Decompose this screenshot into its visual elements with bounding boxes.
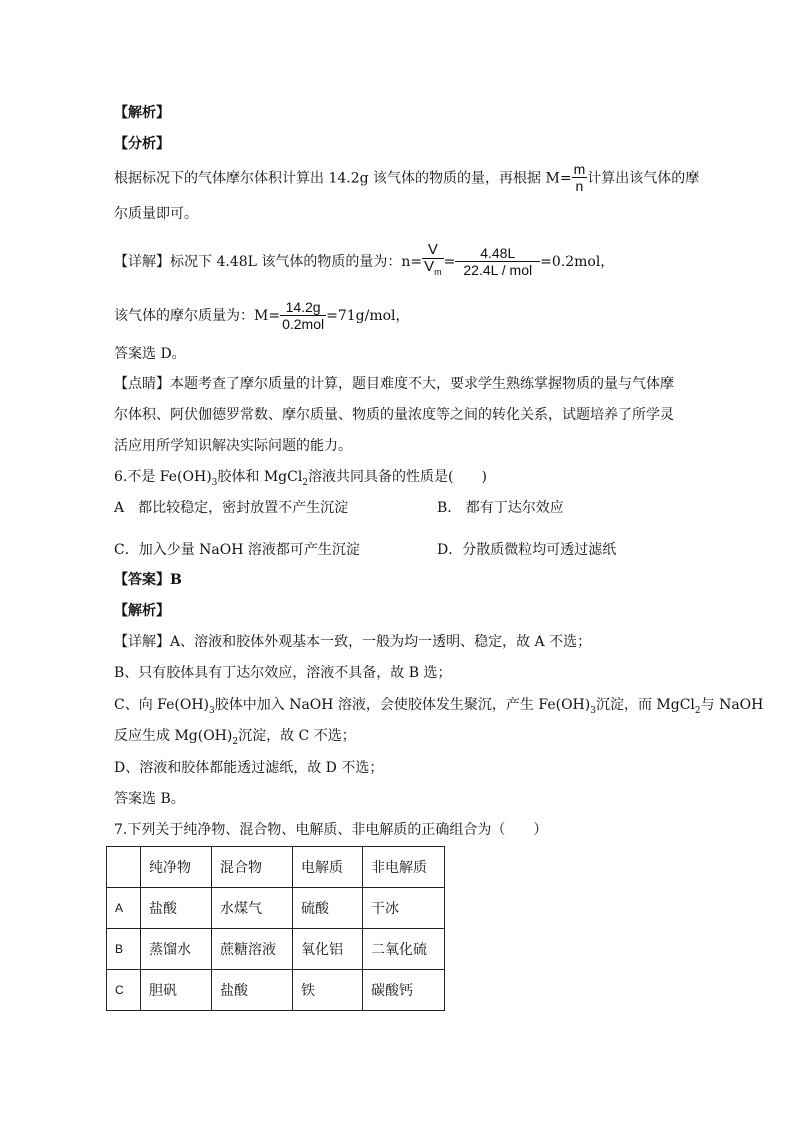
dianjing-line-3: 活应用所学知识解决实际问题的能力。 — [114, 438, 352, 454]
vm-base: V — [424, 258, 435, 275]
table-cell: 二氧化硫 — [363, 929, 445, 970]
q6-l3-a: C、向 Fe(OH) — [114, 697, 210, 713]
table-cell: 胆矾 — [141, 970, 212, 1011]
fenxi-text-b: 计算出该气体的摩 — [587, 170, 700, 187]
molar-mass-line — [114, 296, 410, 336]
fraction-volume-over-molar-volume — [455, 245, 540, 278]
table-cell: C — [107, 970, 141, 1011]
q6-stem-b: 胶体和 MgCl — [217, 469, 303, 485]
frac-numerator: 14.2g — [280, 299, 326, 316]
molar-mass-text-b: =71g/mol， — [326, 308, 410, 324]
table-header-cell: 非电解质 — [363, 847, 445, 888]
q6-detail-line-4 — [114, 727, 356, 751]
q6-stem — [114, 468, 487, 492]
answer-d: 答案选 D。 — [114, 346, 186, 362]
analysis-heading: 【解析】 — [114, 105, 170, 121]
table-cell: B — [107, 929, 141, 970]
q6-l3-sub2: 3 — [590, 705, 596, 716]
q6-analysis-heading: 【解析】 — [114, 603, 170, 619]
dianjing-line-2: 尔体积、阿伏伽德罗常数、摩尔质量、物质的量浓度等之间的转化关系，试题培养了所学灵 — [114, 407, 674, 423]
fenxi-line-1 — [114, 162, 699, 195]
frac-denominator: 0.2mol — [282, 315, 325, 332]
q6-l3-b: 胶体中加入 NaOH 溶液，会使胶体发生聚沉，产生 Fe(OH) — [214, 697, 591, 713]
table-cell: 盐酸 — [212, 970, 293, 1011]
q6-sub-3: 3 — [211, 477, 218, 488]
table-cell: 铁 — [293, 970, 363, 1011]
q6-sub-2: 2 — [302, 477, 309, 488]
q6-detail-line-2: B、只有胶体具有丁达尔效应，溶液不具备，故 B 选； — [114, 665, 452, 681]
xiangjie-text-b: =0.2mol， — [540, 254, 615, 270]
fraction-v-over-vm — [422, 242, 444, 280]
q6-l4-b: 沉淀，故 C 不选； — [238, 728, 356, 744]
fraction-m-over-n — [572, 161, 588, 194]
table-cell: 蒸馏水 — [141, 929, 212, 970]
q6-stem-a: 6.不是 Fe(OH) — [114, 469, 212, 485]
table-row — [107, 888, 445, 929]
frac-denominator: 22.4L / mol — [463, 261, 533, 278]
frac-numerator: 4.48L — [455, 245, 540, 262]
q6-option-b: B. 都有丁达尔效应 — [437, 500, 564, 516]
q6-detail-line-3 — [114, 696, 763, 720]
table-cell: 蔗糖溶液 — [212, 929, 293, 970]
frac-numerator: V — [422, 242, 444, 259]
table-cell: 硫酸 — [293, 888, 363, 929]
q6-option-a: A 都比较稳定，密封放置不产生沉淀 — [114, 500, 349, 516]
fenxi-line-2: 尔质量即可。 — [114, 206, 198, 222]
frac-denominator: n — [575, 178, 584, 194]
q6-answer: 【答案】B — [114, 572, 182, 588]
table-header-row — [107, 847, 445, 888]
xiangjie-text-a: 【详解】标况下 4.48L 该气体的物质的量为：n= — [114, 254, 423, 270]
fenxi-heading: 【分析】 — [114, 136, 170, 152]
q6-detail-line-5: D、溶液和胶体都能透过滤纸，故 D 不选； — [114, 760, 384, 776]
table-header-cell: 电解质 — [293, 847, 363, 888]
table-header-cell: 混合物 — [212, 847, 293, 888]
table-cell: 氧化铝 — [293, 929, 363, 970]
vm-subscript: m — [434, 267, 442, 277]
table-cell — [107, 847, 141, 888]
q6-l3-sub3: 2 — [694, 705, 701, 716]
table-header-cell: 纯净物 — [141, 847, 212, 888]
q6-option-d: D．分散质微粒均可透过滤纸 — [437, 542, 617, 558]
table-cell: A — [107, 888, 141, 929]
q6-final-answer: 答案选 B。 — [114, 791, 185, 807]
fraction-mass-over-moles — [280, 299, 326, 332]
q6-l3-sub1: 3 — [209, 705, 215, 716]
table-row — [107, 929, 445, 970]
frac-numerator: m — [573, 161, 586, 177]
molar-mass-text-a: 该气体的摩尔质量为：M= — [114, 308, 281, 324]
q7-stem: 7.下列关于纯净物、混合物、电解质、非电解质的正确组合为（ ） — [114, 822, 548, 838]
table-cell: 盐酸 — [141, 888, 212, 929]
q6-l3-d: 与 NaOH — [700, 697, 764, 713]
q6-l4-a: 反应生成 Mg(OH) — [114, 728, 233, 744]
table-cell: 碳酸钙 — [363, 970, 445, 1011]
xiangjie-line — [114, 242, 614, 282]
classification-table — [106, 846, 445, 1011]
table-cell: 干冰 — [363, 888, 445, 929]
q6-l3-c: 沉淀，而 MgCl — [595, 697, 695, 713]
q6-stem-c: 溶液共同具备的性质是( ) — [308, 469, 487, 485]
q6-l4-sub: 2 — [232, 736, 239, 747]
fenxi-text-a: 根据标况下的气体摩尔体积计算出 14.2g 该气体的物质的量，再根据 M= — [114, 170, 572, 187]
q6-option-c: C．加入少量 NaOH 溶液都可产生沉淀 — [114, 542, 360, 558]
frac-denominator — [422, 259, 444, 280]
equals-sign: = — [443, 254, 456, 270]
table-cell: 水煤气 — [212, 888, 293, 929]
q6-detail-line-1: 【详解】A、溶液和胶体外观基本一致，一般为均一透明、稳定，故 A 不选； — [114, 634, 592, 650]
dianjing-line-1: 【点睛】本题考查了摩尔质量的计算，题目难度不大，要求学生熟练掌握物质的量与气体摩 — [114, 376, 674, 392]
table-row — [107, 970, 445, 1011]
